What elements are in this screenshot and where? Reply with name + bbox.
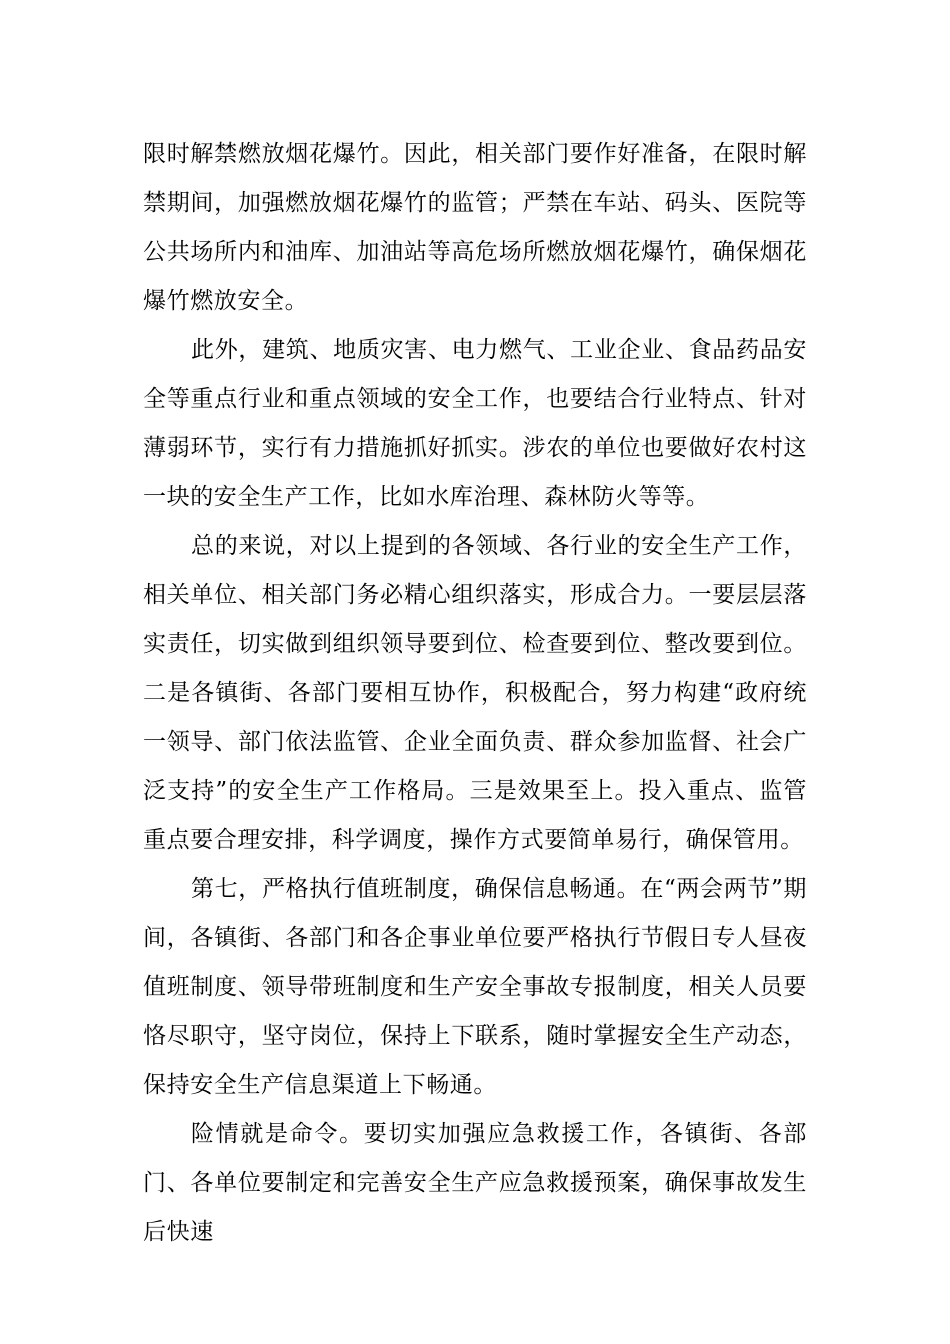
paragraph-summary: 总的来说，对以上提到的各领域、各行业的安全生产工作，相关单位、相关部门务必精心组织落实，形成合力。一要层层落实责任，切实做到组织领导要到位、检查要到位、整改要到位。二是各镇街、各部门要相互协作，积极配合，努力构建“政府统一领导、部门依法监管、企业全面负责、群众参加监督、社会广泛支持”的安全生产工作格局。三是效果至上。投入重点、监管重点要合理安排，科学调度，操作方式要简单易行，确保管用。 [143,533,807,853]
paragraph-continuation: 限时解禁燃放烟花爆竹。因此，相关部门要作好准备，在限时解禁期间，加强燃放烟花爆竹的监管；严禁在车站、码头、医院等公共场所内和油库、加油站等高危场所燃放烟花爆竹，确保烟花爆竹燃放安全。 [143,141,807,314]
paragraph-emergency-response: 险情就是命令。要切实加强应急救援工作，各镇街、各部门、各单位要制定和完善安全生产应急救援预案，确保事故发生后快速 [143,1121,807,1245]
document-body [143,130,807,1257]
paragraph-duty-system: 第七，严格执行值班制度，确保信息畅通。在“两会两节”期间，各镇街、各部门和各企事业单位要严格执行节假日专人昼夜值班制度、领导带班制度和生产安全事故专报制度，相关人员要恪尽职守，坚守岗位，保持上下联系，随时掌握安全生产动态，保持安全生产信息渠道上下畅通。 [143,876,807,1098]
paragraph-key-industries: 此外，建筑、地质灾害、电力燃气、工业企业、食品药品安全等重点行业和重点领域的安全工作，也要结合行业特点、针对薄弱环节，实行有力措施抓好抓实。涉农的单位也要做好农村这一块的安全生产工作，比如水库治理、森林防火等等。 [143,337,807,510]
